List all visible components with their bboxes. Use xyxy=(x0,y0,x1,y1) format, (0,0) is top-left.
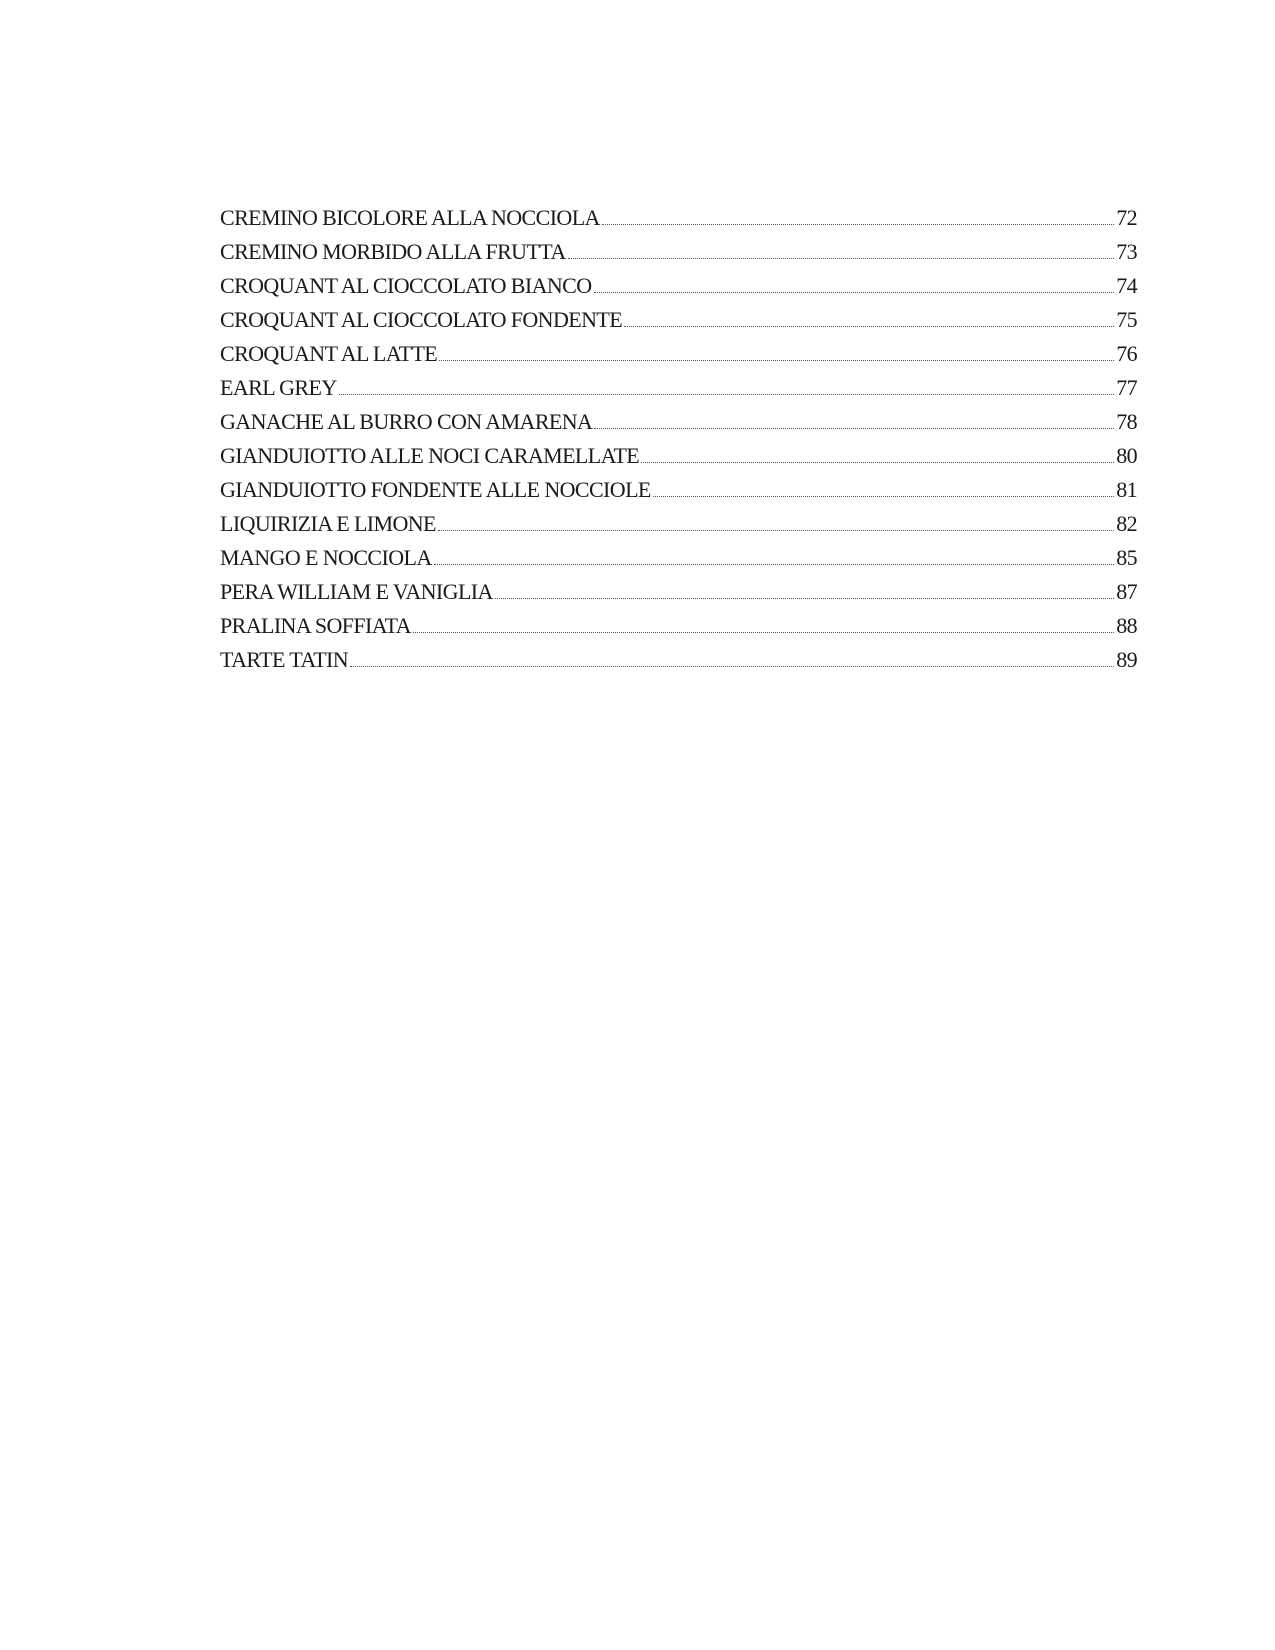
toc-dot-leader xyxy=(594,428,1114,429)
toc-entry[interactable] xyxy=(220,507,1137,541)
toc-entry-title: PRALINA SOFFIATA xyxy=(220,613,411,638)
toc-entry[interactable] xyxy=(220,303,1137,337)
toc-entry[interactable] xyxy=(220,235,1137,269)
toc-dot-leader xyxy=(653,496,1114,497)
toc-entry[interactable] xyxy=(220,337,1137,371)
table-of-contents xyxy=(220,201,1137,677)
toc-entry-title: GIANDUIOTTO FONDENTE ALLE NOCCIOLE xyxy=(220,477,651,502)
toc-entry-page: 75 xyxy=(1116,307,1137,332)
toc-entry-title: LIQUIRIZIA E LIMONE xyxy=(220,511,436,536)
toc-entry-title: PERA WILLIAM E VANIGLIA xyxy=(220,579,493,604)
toc-entry-page: 81 xyxy=(1116,477,1137,502)
toc-dot-leader xyxy=(413,632,1114,633)
toc-entry-title: CROQUANT AL CIOCCOLATO FONDENTE xyxy=(220,307,623,332)
toc-entry-title: CROQUANT AL CIOCCOLATO BIANCO xyxy=(220,273,592,298)
toc-entry-page: 80 xyxy=(1116,443,1137,468)
toc-entry[interactable] xyxy=(220,439,1137,473)
toc-dot-leader xyxy=(434,564,1115,565)
toc-entry-title: TARTE TATIN xyxy=(220,647,349,672)
toc-dot-leader xyxy=(594,292,1115,293)
toc-entry[interactable] xyxy=(220,371,1137,405)
toc-entry-page: 73 xyxy=(1116,239,1137,264)
toc-entry-page: 74 xyxy=(1116,273,1137,298)
toc-entry-page: 88 xyxy=(1116,613,1137,638)
toc-entry-page: 72 xyxy=(1116,205,1137,230)
toc-entry[interactable] xyxy=(220,405,1137,439)
toc-dot-leader xyxy=(339,394,1115,395)
toc-entry-title: CREMINO BICOLORE ALLA NOCCIOLA xyxy=(220,205,600,230)
toc-dot-leader xyxy=(439,360,1114,361)
toc-dot-leader xyxy=(602,224,1114,225)
toc-entry-page: 85 xyxy=(1116,545,1137,570)
toc-dot-leader xyxy=(350,666,1114,667)
toc-entry[interactable] xyxy=(220,201,1137,235)
toc-entry[interactable] xyxy=(220,609,1137,643)
toc-entry-page: 76 xyxy=(1116,341,1137,366)
toc-entry-page: 89 xyxy=(1116,647,1137,672)
toc-entry[interactable] xyxy=(220,269,1137,303)
toc-entry-page: 77 xyxy=(1116,375,1137,400)
toc-entry-title: GIANDUIOTTO ALLE NOCI CARAMELLATE xyxy=(220,443,640,468)
toc-entry-page: 87 xyxy=(1116,579,1137,604)
toc-dot-leader xyxy=(624,326,1114,327)
toc-dot-leader xyxy=(641,462,1114,463)
toc-entry[interactable] xyxy=(220,541,1137,575)
toc-entry-title: MANGO E NOCCIOLA xyxy=(220,545,432,570)
toc-dot-leader xyxy=(495,598,1114,599)
toc-entry[interactable] xyxy=(220,643,1137,677)
toc-entry[interactable] xyxy=(220,575,1137,609)
toc-entry[interactable] xyxy=(220,473,1137,507)
toc-entry-title: EARL GREY xyxy=(220,375,337,400)
toc-dot-leader xyxy=(438,530,1114,531)
toc-dot-leader xyxy=(568,258,1115,259)
toc-entry-page: 78 xyxy=(1116,409,1137,434)
toc-entry-title: CROQUANT AL LATTE xyxy=(220,341,438,366)
toc-entry-title: GANACHE AL BURRO CON AMARENA xyxy=(220,409,593,434)
toc-entry-title: CREMINO MORBIDO ALLA FRUTTA xyxy=(220,239,566,264)
toc-entry-page: 82 xyxy=(1116,511,1137,536)
